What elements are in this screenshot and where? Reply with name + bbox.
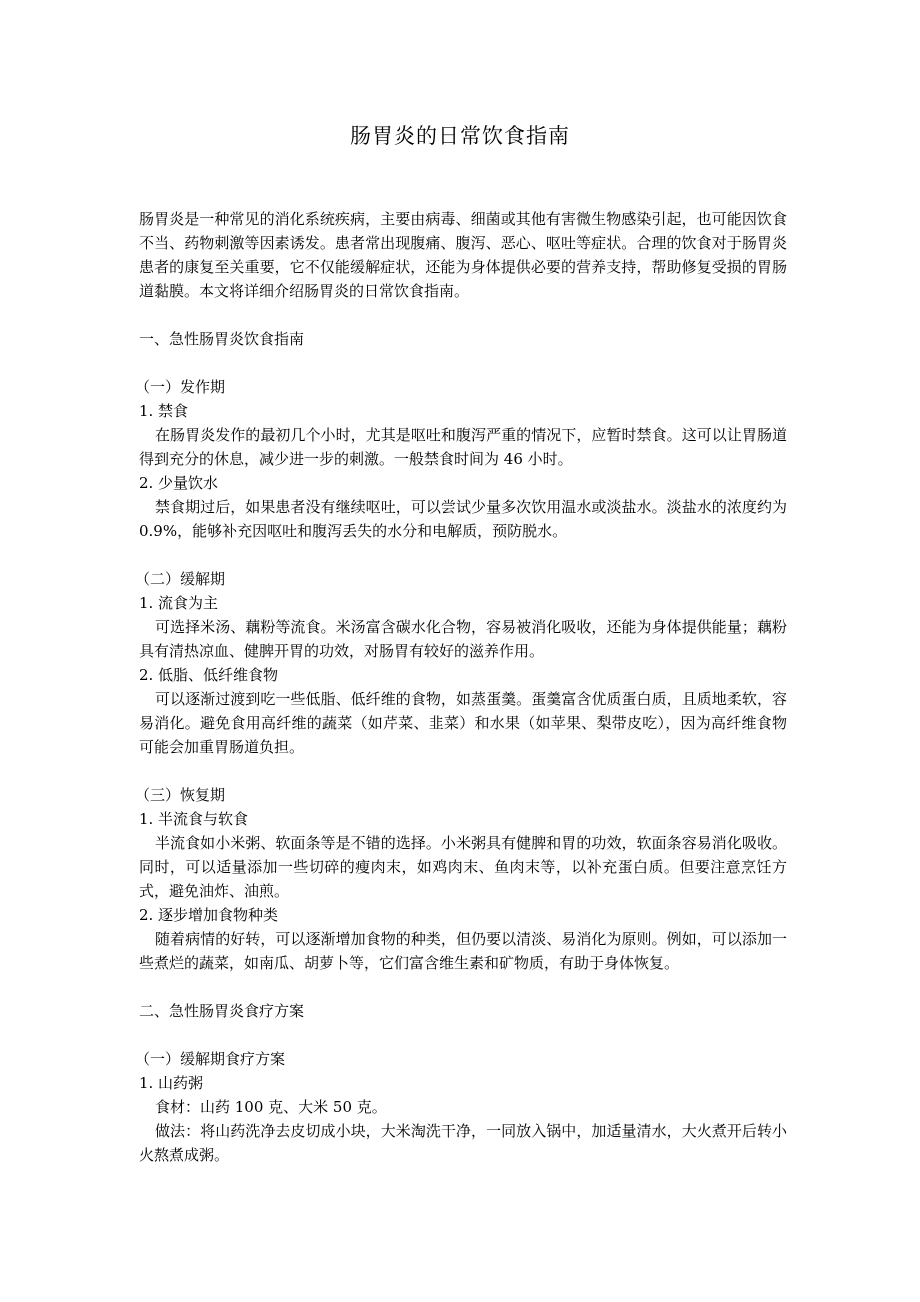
list-item-heading <box>139 399 787 423</box>
recipe-ingredients: 食材：山药 100 克、大米 50 克。 <box>155 1098 387 1116</box>
list-item-number: 1. <box>139 402 154 420</box>
list-item-label: 禁食 <box>158 402 189 420</box>
list-item-heading <box>139 591 787 615</box>
list-item-heading <box>139 1071 787 1095</box>
list-item-label: 低脂、低纤维食物 <box>158 666 279 684</box>
list-item-heading <box>139 471 787 495</box>
section-1-1-heading: （一）发作期 <box>135 378 226 396</box>
list-item-number: 1. <box>139 1074 154 1092</box>
list-item-number: 2. <box>139 474 154 492</box>
intro-paragraph: 肠胃炎是一种常见的消化系统疾病，主要由病毒、细菌或其他有害微生物感染引起，也可能因饮食不当、药物刺激等因素诱发。患者常出现腹痛、腹泻、恶心、呕吐等症状。合理的饮食对于肠胃炎患者的康复至关重要，它不仅能缓解症状，还能为身体提供必要的营养支持，帮助修复受损的胃肠道黏膜。本文将详细介绍肠胃炎的日常饮食指南。 <box>139 210 787 300</box>
list-item-label: 半流食与软食 <box>158 810 249 828</box>
list-item-label: 逐步增加食物种类 <box>158 906 279 924</box>
section-1-2-heading: （二）缓解期 <box>135 570 226 588</box>
spacer <box>139 759 787 783</box>
list-item-label: 流食为主 <box>158 594 219 612</box>
section-1-heading: 一、急性肠胃炎饮食指南 <box>139 330 305 348</box>
list-item-text: 半流食如小米粥、软面条等是不错的选择。小米粥具有健脾和胃的功效，软面条容易消化吸收。同时，可以适量添加一些切碎的瘦肉末，如鸡肉末、鱼肉末等，以补充蛋白质。但要注意烹饪方式，避免油炸、油煎。 <box>139 834 787 900</box>
list-item-number: 1. <box>139 594 154 612</box>
list-item-heading <box>139 807 787 831</box>
spacer <box>139 543 787 567</box>
list-item-label: 山药粥 <box>158 1074 204 1092</box>
list-item-heading <box>139 903 787 927</box>
section-2-heading: 二、急性肠胃炎食疗方案 <box>139 1002 305 1020</box>
list-item-number: 2. <box>139 666 154 684</box>
recipe-method: 做法：将山药洗净去皮切成小块，大米淘洗干净，一同放入锅中，加适量清水，大火煮开后转小火熬煮成粥。 <box>139 1122 787 1164</box>
document-title: 肠胃炎的日常饮食指南 <box>350 124 570 148</box>
section-2-1-heading: （一）缓解期食疗方案 <box>135 1050 286 1068</box>
list-item-text: 可选择米汤、藕粉等流食。米汤富含碳水化合物，容易被消化吸收，还能为身体提供能量；藕粉具有清热凉血、健脾开胃的功效，对肠胃有较好的滋养作用。 <box>139 618 787 660</box>
list-item-text: 禁食期过后，如果患者没有继续呕吐，可以尝试少量多次饮用温水或淡盐水。淡盐水的浓度约为 0.9%，能够补充因呕吐和腹泻丢失的水分和电解质，预防脱水。 <box>139 498 787 540</box>
list-item-text: 在肠胃炎发作的最初几个小时，尤其是呕吐和腹泻严重的情况下，应暂时禁食。这可以让胃肠道得到充分的休息，减少进一步的刺激。一般禁食时间为 46 小时。 <box>139 426 787 468</box>
list-item-number: 1. <box>139 810 154 828</box>
document-body <box>135 207 787 1167</box>
list-item-label: 少量饮水 <box>158 474 219 492</box>
list-item-heading <box>139 663 787 687</box>
spacer <box>139 975 787 999</box>
list-item-text: 随着病情的好转，可以逐渐增加食物的种类，但仍要以清淡、易消化为原则。例如，可以添加一些煮烂的蔬菜，如南瓜、胡萝卜等，它们富含维生素和矿物质，有助于身体恢复。 <box>139 930 787 972</box>
section-1-3-heading: （三）恢复期 <box>135 786 226 804</box>
list-item-text: 可以逐渐过渡到吃一些低脂、低纤维的食物，如蒸蛋羹。蛋羹富含优质蛋白质，且质地柔软，容易消化。避免食用高纤维的蔬菜（如芹菜、韭菜）和水果（如苹果、梨带皮吃），因为高纤维食物可能会加重胃肠道负担。 <box>139 690 787 756</box>
list-item-number: 2. <box>139 906 154 924</box>
